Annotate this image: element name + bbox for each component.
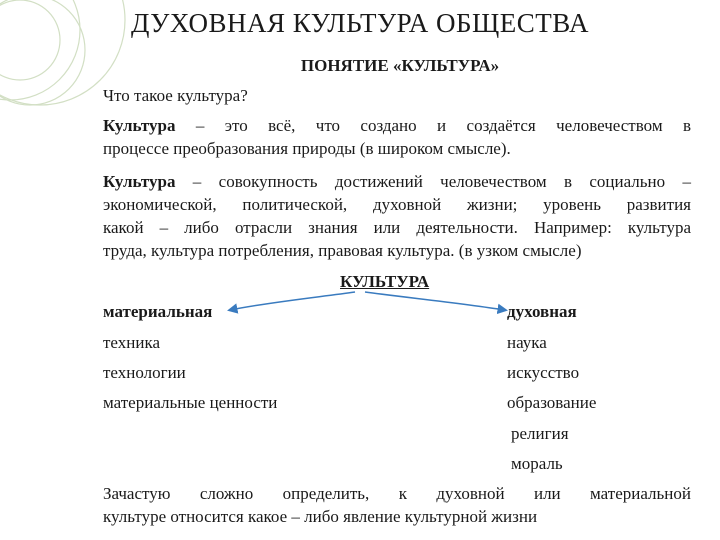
definition-2-line-3: какой – либо отрасли знания или деятельности. Например: культура xyxy=(103,218,691,237)
arrow-to-spiritual xyxy=(365,292,505,310)
spiritual-item: мораль xyxy=(511,454,563,473)
spiritual-item: образование xyxy=(507,393,597,412)
page-subtitle: ПОНЯТИЕ «КУЛЬТУРА» xyxy=(300,56,500,75)
definition-1-line-1: Культура – это всё, что создано и создаётся человечеством в xyxy=(103,116,691,135)
definition-1-line-2: процессе преобразования природы (в широком смысле). xyxy=(103,139,511,158)
spiritual-item: религия xyxy=(511,424,569,443)
spiritual-item: искусство xyxy=(507,363,580,382)
page-title: ДУХОВНАЯ КУЛЬТУРА ОБЩЕСТВА xyxy=(130,8,590,38)
material-header: материальная xyxy=(103,302,213,321)
material-item: техника xyxy=(103,333,160,352)
definition-2-line-2: экономической, политической, духовной жизни; уровень развития xyxy=(103,195,691,214)
arrow-to-material xyxy=(230,292,355,310)
conclusion-line-1: Зачастую сложно определить, к духовной или материальной xyxy=(103,484,691,503)
question: Что такое культура? xyxy=(103,86,248,105)
spiritual-item: наука xyxy=(507,333,547,352)
conclusion-line-2: культуре относится какое – либо явление культурной жизни xyxy=(103,507,538,526)
definition-2-term: Культура xyxy=(103,172,176,191)
definition-2-line-1: Культура – совокупность достижений человечеством в социально – xyxy=(103,172,691,191)
spiritual-header: духовная xyxy=(507,302,577,321)
material-item: технологии xyxy=(103,363,186,382)
material-item: материальные ценности xyxy=(103,393,278,412)
definition-1-term: Культура xyxy=(103,116,176,135)
center-word-culture: КУЛЬТУРА xyxy=(340,272,430,291)
definition-2-line-4: труда, культура потребления, правовая культура. (в узком смысле) xyxy=(103,241,582,260)
